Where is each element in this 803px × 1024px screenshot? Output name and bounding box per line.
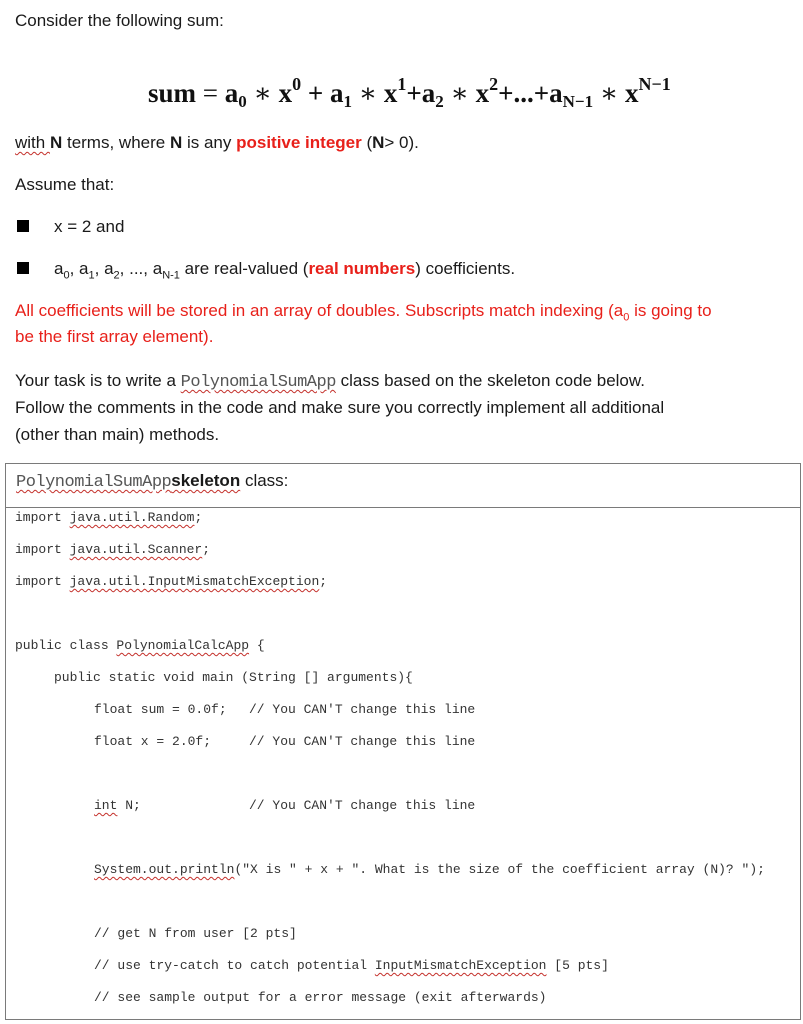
- array-note-line1: All coefficients will be stored in an array of doubles. Subscripts match indexing ($a_0$ is going to: [15, 301, 712, 324]
- task-line2: Follow the comments in the code and make sure you correctly implement all additional: [15, 398, 665, 417]
- assume-text: Assume that:: [15, 175, 115, 194]
- code-comment-try-catch: // use try-catch to catch potential InputMismatchException [5 pts]: [94, 958, 609, 973]
- task-line3: (other than main) methods.: [15, 425, 220, 444]
- code-int-n: int N;: [94, 798, 141, 813]
- code-main-method: public static void main (String [] arguments){: [54, 670, 413, 685]
- bullet-square-icon: [17, 220, 29, 232]
- code-comment-get-n: // get N from user [2 pts]: [94, 926, 297, 941]
- bullet-coefficients: $a_0$, $a_1$, $a_2$, ..., $a_{N-1}$ are real-valued (real numbers) coefficients.: [54, 259, 516, 282]
- code-println: System.out.println("X is " + x + ". What is the size of the coefficient array (N)? ");: [94, 862, 765, 877]
- code-comment-x: // You CAN'T change this line: [249, 734, 476, 749]
- skeleton-box-header: [6, 464, 800, 508]
- bullet-square-icon: [17, 262, 29, 274]
- code-comment-n: // You CAN'T change this line: [249, 798, 476, 813]
- code-class-declaration: public class PolynomialCalcApp {: [15, 638, 265, 653]
- array-note-line2: be the first array element).: [15, 327, 214, 346]
- code-import-inputmismatch: import java.util.InputMismatchException;: [15, 574, 328, 589]
- code-import-scanner: import java.util.Scanner;: [15, 542, 211, 557]
- skeleton-box-title: PolynomialSumAppskeleton class:: [16, 471, 289, 492]
- code-float-sum: float sum = 0.0f;: [94, 702, 227, 717]
- code-comment-sample-output: // see sample output for a error message (exit afterwards): [94, 990, 547, 1005]
- skeleton-code-box: [5, 463, 801, 1020]
- bullet-x-value: x = 2 and: [54, 217, 125, 236]
- code-comment-sum: // You CAN'T change this line: [249, 702, 476, 717]
- with-n-terms-text: with N terms, where N is any positive integer (N> 0).: [15, 133, 419, 152]
- task-line1: Your task is to write a PolynomialSumApp class based on the skeleton code below.: [15, 371, 645, 392]
- code-float-x: float x = 2.0f;: [94, 734, 212, 749]
- intro-text: Consider the following sum:: [15, 11, 224, 30]
- sum-equation: sum = $a_0$ ∗ $x^0 + a_1$ ∗ $x^1+a_2$ ∗ $x^2+...+a_{N-1}$ ∗ $x^{N-1}$: [148, 74, 671, 111]
- code-import-random: import java.util.Random;: [15, 510, 203, 525]
